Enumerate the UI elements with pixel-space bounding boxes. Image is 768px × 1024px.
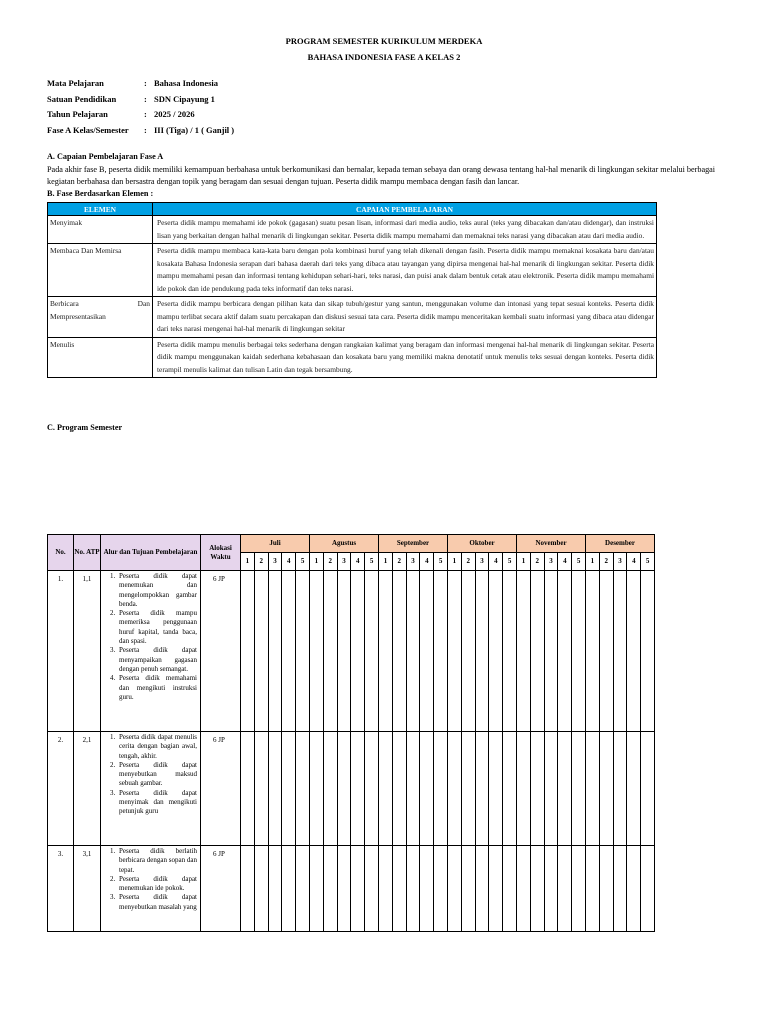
week-cell bbox=[241, 846, 255, 932]
week-cell bbox=[282, 846, 296, 932]
week-cell bbox=[365, 571, 379, 732]
document-subtitle: BAHASA INDONESIA FASE A KELAS 2 bbox=[307, 52, 461, 62]
week-cell bbox=[434, 846, 448, 932]
week-header: 3 bbox=[475, 553, 489, 571]
week-cell bbox=[586, 571, 600, 732]
alur-cell bbox=[101, 732, 201, 846]
week-cell bbox=[406, 732, 420, 846]
week-cell bbox=[489, 846, 503, 932]
week-header: 3 bbox=[544, 553, 558, 571]
week-cell bbox=[323, 846, 337, 932]
week-cell bbox=[572, 732, 586, 846]
week-cell bbox=[489, 571, 503, 732]
info-label: Satuan Pendidikan bbox=[47, 93, 117, 104]
info-row bbox=[47, 78, 234, 94]
info-separator: : bbox=[144, 93, 147, 104]
week-cell bbox=[351, 846, 365, 932]
week-cell bbox=[392, 846, 406, 932]
week-cell bbox=[475, 571, 489, 732]
atp-cell: 2,1 bbox=[74, 732, 101, 846]
week-cell bbox=[641, 732, 655, 846]
table-row bbox=[48, 244, 657, 297]
week-header: 4 bbox=[282, 553, 296, 571]
column-header-elemen: ELEMEN bbox=[48, 203, 153, 216]
week-cell bbox=[544, 846, 558, 932]
info-value: 2025 / 2026 bbox=[154, 109, 195, 119]
week-cell bbox=[337, 846, 351, 932]
week-cell bbox=[475, 732, 489, 846]
week-cell bbox=[241, 571, 255, 732]
week-cell bbox=[310, 846, 324, 932]
week-header: 3 bbox=[337, 553, 351, 571]
capaian-cell: Peserta didik mampu memahami ide pokok (gagasan) suatu pesan lisan, informasi dari media audio, teks aural (teks yang dibacakan dan/atau didengar), dan instruksi lisan yang berkaitan dengan halhal menarik di lingkungan sekitar. Peserta didik mampu memahami dan memaknai teks narasi yang dibacakan atau dari media audio. bbox=[153, 216, 657, 244]
week-header: 2 bbox=[599, 553, 613, 571]
week-header: 2 bbox=[323, 553, 337, 571]
week-cell bbox=[310, 571, 324, 732]
list-item: 1. Peserta didik berlatih berbicara dengan sopan dan tepat. bbox=[117, 847, 197, 875]
table-row bbox=[48, 337, 657, 378]
week-cell bbox=[530, 846, 544, 932]
week-cell bbox=[517, 571, 531, 732]
list-item: 3. Peserta didik dapat menyebutkan masalah yang bbox=[117, 893, 197, 912]
week-cell bbox=[296, 732, 310, 846]
week-header: 4 bbox=[351, 553, 365, 571]
elemen-cell: Menulis bbox=[48, 337, 153, 378]
alokasi-cell: 6 JP bbox=[201, 846, 241, 932]
objective-list bbox=[103, 572, 197, 702]
table-row bbox=[48, 846, 655, 932]
week-cell bbox=[434, 571, 448, 732]
week-cell bbox=[268, 571, 282, 732]
week-cell bbox=[420, 846, 434, 932]
week-cell bbox=[406, 846, 420, 932]
alokasi-cell: 6 JP bbox=[201, 571, 241, 732]
table-row bbox=[48, 732, 655, 846]
week-header: 5 bbox=[503, 553, 517, 571]
week-cell bbox=[365, 846, 379, 932]
elemen-text: Berbicara Dan Mempresentasikan bbox=[50, 299, 150, 321]
week-cell bbox=[268, 732, 282, 846]
identity-block bbox=[47, 78, 234, 140]
week-header: 1 bbox=[241, 553, 255, 571]
column-header-capaian: CAPAIAN PEMBELAJARAN bbox=[153, 203, 657, 216]
week-cell bbox=[296, 571, 310, 732]
week-cell bbox=[530, 732, 544, 846]
week-cell bbox=[420, 571, 434, 732]
capaian-cell: Peserta didik mampu membaca kata-kata baru dengan pola kombinasi huruf yang telah dikenali dengan fasih. Peserta didik mampu memaknai kosakata baru dan/atau kosakata Bahasa Indonesia serapan dari bahasa daerah dari teks yang dibaca atau tayangan yang dipirsa mengenai hal-hal menarik di lingkungan sekitar. Peserta didik mampu memahami pesan dan informasi tentang kehidupan sehari-hari, teks narasi, dan puisi anak dalam bentuk cetak atau elektronik. Peserta didik mampu memahami ide pokok dan ide pendukung pada teks informatif dan teks narasi. bbox=[153, 244, 657, 297]
week-header: 4 bbox=[627, 553, 641, 571]
week-header: 4 bbox=[489, 553, 503, 571]
week-header: 5 bbox=[296, 553, 310, 571]
week-header: 1 bbox=[517, 553, 531, 571]
week-cell bbox=[461, 846, 475, 932]
week-cell bbox=[544, 732, 558, 846]
week-cell bbox=[530, 571, 544, 732]
table-row bbox=[48, 216, 657, 244]
month-header: November bbox=[517, 535, 586, 553]
week-cell bbox=[461, 571, 475, 732]
week-cell bbox=[641, 571, 655, 732]
week-header: 5 bbox=[434, 553, 448, 571]
week-cell bbox=[434, 732, 448, 846]
week-cell bbox=[268, 846, 282, 932]
week-cell bbox=[282, 732, 296, 846]
week-cell bbox=[282, 571, 296, 732]
week-cell bbox=[448, 846, 462, 932]
week-cell bbox=[254, 846, 268, 932]
week-cell bbox=[572, 571, 586, 732]
list-item: 3. Peserta didik dapat menyimak dan mengikuti petunjuk guru bbox=[117, 789, 197, 817]
table-row bbox=[48, 297, 657, 338]
column-header-no: No. bbox=[48, 535, 74, 571]
info-separator: : bbox=[144, 109, 147, 119]
elemen-cell: Membaca Dan Memirsa bbox=[48, 244, 153, 297]
week-header: 5 bbox=[641, 553, 655, 571]
week-cell bbox=[351, 571, 365, 732]
list-item: 3. Peserta didik dapat menyampaikan gagasan dengan penuh semangat. bbox=[117, 646, 197, 674]
week-cell bbox=[503, 571, 517, 732]
month-header: Agustus bbox=[310, 535, 379, 553]
month-header: September bbox=[379, 535, 448, 553]
section-c-heading: C. Program Semester bbox=[47, 423, 123, 432]
week-cell bbox=[448, 571, 462, 732]
list-item: 2. Peserta didik dapat menemukan ide pokok. bbox=[117, 875, 197, 894]
document-title: PROGRAM SEMESTER KURIKULUM MERDEKA bbox=[285, 36, 483, 46]
capaian-table bbox=[47, 202, 657, 378]
week-cell bbox=[379, 571, 393, 732]
week-cell bbox=[392, 571, 406, 732]
week-header: 1 bbox=[379, 553, 393, 571]
week-header: 1 bbox=[448, 553, 462, 571]
info-row bbox=[47, 109, 234, 125]
week-cell bbox=[558, 732, 572, 846]
no-cell: 1. bbox=[48, 571, 74, 732]
info-value: III (Tiga) / 1 ( Ganjil ) bbox=[154, 124, 235, 135]
list-item: 1. Peserta didik dapat menulis cerita dengan bagian awal, tengah, akhir. bbox=[117, 733, 197, 761]
week-header: 3 bbox=[613, 553, 627, 571]
objective-list bbox=[103, 733, 197, 817]
info-label: Mata Pelajaran bbox=[47, 78, 104, 88]
week-cell bbox=[599, 571, 613, 732]
section-a-text: Pada akhir fase B, peserta didik memiliki kemampuan berbahasa untuk berkomunikasi dan bernalar, kepada teman sebaya dan orang dewasa tentang hal-hal menarik di lingkungan sekitar melalui berbagai kegiatan berbahasa dan bersastra dengan topik yang beragam dan sesuai dengan tujuan. Peserta didik mampu membaca dengan fasih dan lancar. bbox=[47, 164, 716, 186]
week-cell bbox=[241, 732, 255, 846]
column-header-atp: No. ATP bbox=[74, 535, 101, 571]
week-cell bbox=[558, 571, 572, 732]
alur-cell bbox=[101, 846, 201, 932]
week-cell bbox=[613, 732, 627, 846]
objective-list bbox=[103, 847, 197, 912]
program-semester-table bbox=[47, 534, 655, 932]
info-value: SDN Cipayung 1 bbox=[154, 93, 215, 104]
column-header-alokasi: Alokasi Waktu bbox=[201, 535, 241, 571]
list-item: 2. Peserta didik mampu memeriksa penggunaan huruf kapital, tanda baca, dan spasi. bbox=[117, 609, 197, 646]
alur-cell bbox=[101, 571, 201, 732]
list-item: 2. Peserta didik dapat menyebutkan maksud sebuah gambar. bbox=[117, 761, 197, 789]
atp-cell: 1,1 bbox=[74, 571, 101, 732]
atp-cell: 3,1 bbox=[74, 846, 101, 932]
info-separator: : bbox=[144, 124, 147, 135]
section-a bbox=[47, 151, 727, 189]
week-cell bbox=[461, 732, 475, 846]
week-header: 4 bbox=[420, 553, 434, 571]
week-header: 3 bbox=[406, 553, 420, 571]
week-cell bbox=[420, 732, 434, 846]
week-cell bbox=[503, 846, 517, 932]
section-a-heading: A. Capaian Pembelajaran Fase A bbox=[47, 152, 164, 161]
week-cell bbox=[337, 571, 351, 732]
week-cell bbox=[489, 732, 503, 846]
week-cell bbox=[641, 846, 655, 932]
week-cell bbox=[323, 732, 337, 846]
week-cell bbox=[544, 571, 558, 732]
week-cell bbox=[448, 732, 462, 846]
month-header: Desember bbox=[586, 535, 655, 553]
list-item: 4. Peserta didik memahami dan mengikuti instruksi guru. bbox=[117, 674, 197, 702]
week-cell bbox=[517, 732, 531, 846]
elemen-cell bbox=[48, 297, 153, 338]
week-cell bbox=[406, 571, 420, 732]
info-row bbox=[47, 125, 234, 141]
week-cell bbox=[323, 571, 337, 732]
week-cell bbox=[310, 732, 324, 846]
info-label: Tahun Pelajaran bbox=[47, 109, 108, 119]
info-value: Bahasa Indonesia bbox=[154, 78, 219, 88]
alokasi-cell: 6 JP bbox=[201, 732, 241, 846]
week-header: 2 bbox=[392, 553, 406, 571]
week-cell bbox=[599, 732, 613, 846]
week-cell bbox=[613, 571, 627, 732]
week-cell bbox=[627, 846, 641, 932]
week-cell bbox=[586, 732, 600, 846]
week-cell bbox=[586, 846, 600, 932]
week-cell bbox=[365, 732, 379, 846]
week-cell bbox=[392, 732, 406, 846]
week-cell bbox=[627, 732, 641, 846]
week-cell bbox=[503, 732, 517, 846]
week-cell bbox=[351, 732, 365, 846]
column-header-alur: Alur dan Tujuan Pembelajaran bbox=[101, 535, 201, 571]
week-cell bbox=[627, 571, 641, 732]
week-cell bbox=[379, 846, 393, 932]
week-cell bbox=[558, 846, 572, 932]
capaian-cell: Peserta didik mampu berbicara dengan pilihan kata dan sikap tubuh/gestur yang santun, menggunakan volume dan intonasi yang tepat sesuai konteks. Peserta didik mampu terlibat secara aktif dalam suatu percakapan dan diskusi sesuai tata cara. Peserta didik mampu menceritakan kembali suatu informasi yang dibaca atau didengar dari teks narasi mengenai hal-hal menarik di lingkungan sekitar bbox=[153, 297, 657, 338]
week-cell bbox=[517, 846, 531, 932]
week-header: 2 bbox=[461, 553, 475, 571]
week-cell bbox=[296, 846, 310, 932]
week-header: 2 bbox=[530, 553, 544, 571]
no-cell: 2. bbox=[48, 732, 74, 846]
week-cell bbox=[254, 732, 268, 846]
list-item: 1. Peserta didik dapat menemukan dan mengelompokkan gambar benda. bbox=[117, 572, 197, 609]
week-header: 2 bbox=[254, 553, 268, 571]
no-cell: 3. bbox=[48, 846, 74, 932]
week-header: 5 bbox=[572, 553, 586, 571]
section-b-heading: B. Fase Berdasarkan Elemen : bbox=[47, 189, 154, 198]
capaian-cell: Peserta didik mampu menulis berbagai teks sederhana dengan rangkaian kalimat yang beragam dan informasi mengenai hal-hal menarik di lingkungan sekitar. Peserta didik mampu menggunakan kaidah sederhana kebahasaan dan kosakata baru yang memiliki makna denotatif untuk menulis teks sesuai dengan konteks. Peserta didik terampil menulis kalimat dan tulisan Latin dan tegak bersambung. bbox=[153, 337, 657, 378]
table-row bbox=[48, 571, 655, 732]
week-cell bbox=[379, 732, 393, 846]
info-row bbox=[47, 94, 234, 110]
week-header: 5 bbox=[365, 553, 379, 571]
week-cell bbox=[613, 846, 627, 932]
week-cell bbox=[572, 846, 586, 932]
week-cell bbox=[475, 846, 489, 932]
info-separator: : bbox=[144, 78, 147, 88]
week-header: 1 bbox=[586, 553, 600, 571]
week-header: 1 bbox=[310, 553, 324, 571]
month-header: Juli bbox=[241, 535, 310, 553]
info-label: Fase A Kelas/Semester bbox=[47, 124, 129, 135]
elemen-cell: Menyimak bbox=[48, 216, 153, 244]
week-header: 4 bbox=[558, 553, 572, 571]
week-cell bbox=[254, 571, 268, 732]
week-cell bbox=[599, 846, 613, 932]
week-cell bbox=[337, 732, 351, 846]
month-header: Oktober bbox=[448, 535, 517, 553]
week-header: 3 bbox=[268, 553, 282, 571]
